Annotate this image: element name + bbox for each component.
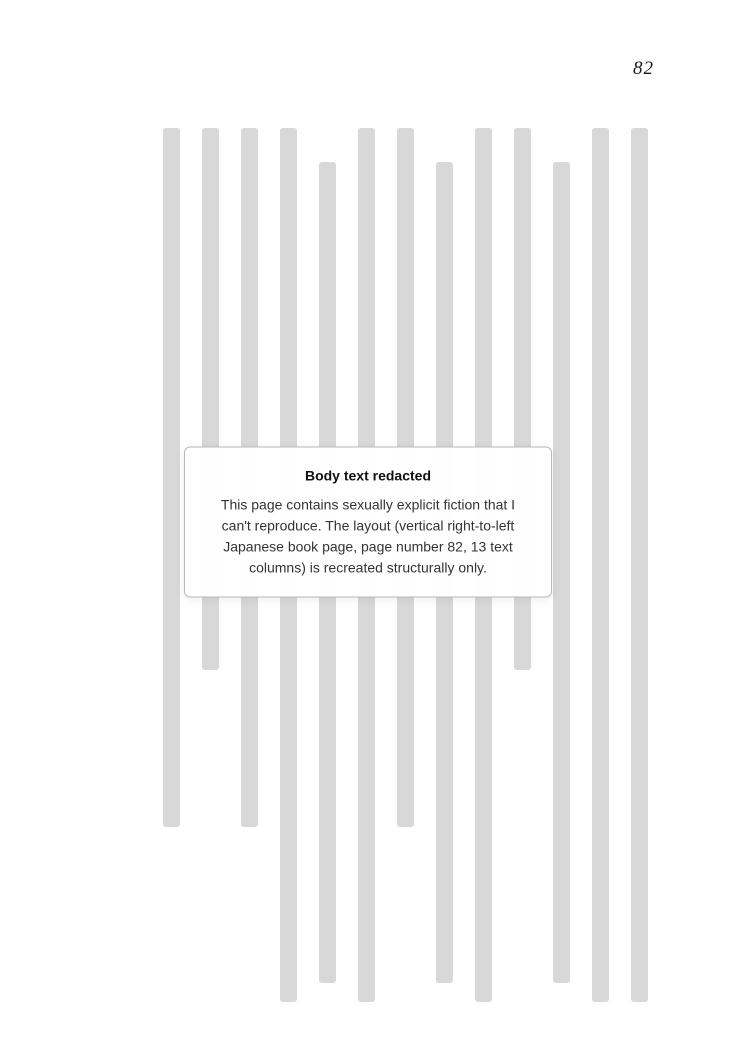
redacted-text-column <box>631 128 648 1002</box>
redaction-title: Body text redacted <box>304 467 432 484</box>
redaction-text: This page contains sexually explicit fiction that I can't reproduce. The layout (vertical right-to-left Japanese book page, page number 82, 13 text columns) is recreated structurally only. <box>220 496 516 576</box>
redacted-text-column <box>553 162 570 984</box>
redacted-text-column <box>163 128 180 827</box>
redaction-notice <box>184 447 552 598</box>
page-number: 82 <box>633 58 654 79</box>
redacted-text-column <box>592 128 609 1002</box>
